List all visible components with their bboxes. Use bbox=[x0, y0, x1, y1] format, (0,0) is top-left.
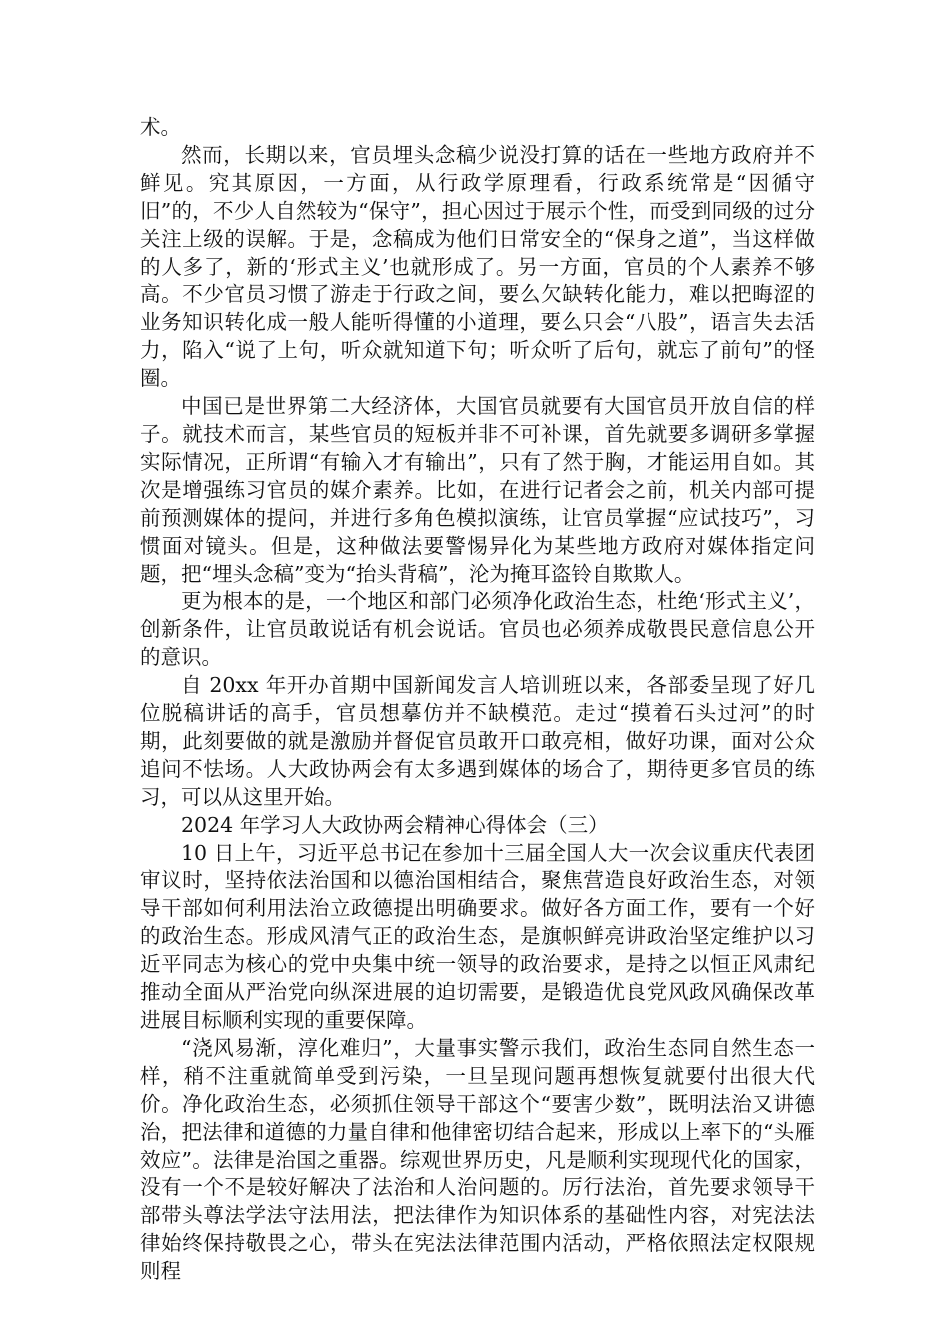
paragraph-chongqing-delegation: 10 日上午，习近平总书记在参加十三届全国人大一次会议重庆代表团审议时，坚持依法治国和以德治国相结合，聚焦营造良好政治生态，对领导干部如何利用法治立政德提出明确要求。做好各方面工作，要有一个好的政治生态。形成风清气正的政治生态，是旗帜鲜亮讲政治坚定维护以习近平同志为核心的党中央集中统一领导的政治要求，是持之以恒正风肃纪推动全面从严治党向纵深进展的迫切需要，是锻造优良党风政风确保改革进展目标顺利实现的重要保障。 bbox=[140, 840, 815, 1032]
paragraph-major-power-officials: 中国已是世界第二大经济体，大国官员就要有大国官员开放自信的样子。就技术而言，某些官员的短板并非不可补课，首先就要多调研多掌握实际情况，正所谓“有输入才有输出”，只有了然于胸，才能运用自如。其次是增强练习官员的媒介素养。比如，在进行记者会之前，机关内部可提前预测媒体的提问，并进行多角色模拟演练，让官员掌握“应试技巧”，习惯面对镜头。但是，这种做法要警惕异化为某些地方政府对媒体指定问题，把“埋头念稿”变为“抬头背稿”，沦为掩耳盗铃自欺欺人。 bbox=[140, 394, 815, 586]
paragraph-rule-of-law: “浇风易渐，淳化难归”，大量事实警示我们，政治生态同自然生态一样，稍不注重就简单受到污染，一旦呈现问题再想恢复就要付出很大代价。净化政治生态，必须抓住领导干部这个“要害少数”，既明法治又讲德治，把法律和道德的力量自律和他律密切结合起来，形成以上率下的“头雁效应”。法律是治国之重器。综观世界历史，凡是顺利实现现代化的国家，没有一个不是较好解决了法治和人治问题的。厉行法治，首先要求领导干部带头尊法学法守法用法，把法律作为知识体系的基础性内容，对宪法法律始终保持敬畏之心，带头在宪法法律范围内活动，严格依照法定权限规则程 bbox=[140, 1035, 815, 1284]
paragraph-continuation: 术。 bbox=[140, 115, 181, 139]
paragraph-officials-reading-scripts: 然而，长期以来，官员埋头念稿少说没打算的话在一些地方政府并不鲜见。究其原因，一方面，从行政学原理看，行政系统常是“因循守旧”的，不少人自然较为“保守”，担心因过于展示个性，而受到同级的过分关注上级的误解。于是，念稿成为他们日常安全的“保身之道”，当这样做的人多了，新的‘形式主义’也就形成了。另一方面，官员的个人素养不够高。不少官员习惯了游走于行政之间，要么欠缺转化能力，难以把晦涩的业务知识转化成一般人能听得懂的小道理，要么只会“八股”，语言失去活力，陷入“说了上句，听众就知道下句；听众听了后句，就忘了前句”的怪圈。 bbox=[140, 142, 815, 391]
document-page bbox=[140, 114, 815, 1286]
section-heading: 2024 年学习人大政协两会精神心得体会（三） bbox=[181, 812, 609, 837]
paragraph-spokesperson-training: 自 20xx 年开办首期中国新闻发言人培训班以来，各部委呈现了好几位脱稿讲话的高手，官员想摹仿并不缺模范。走过“摸着石头过河”的时期，此刻要做的就是激励并督促官员敢开口敢亮相，做好功课，面对公众追问不怯场。人大政协两会有太多遇到媒体的场合了，期待更多官员的练习，可以从这里开始。 bbox=[140, 673, 815, 809]
paragraph-political-ecology: 更为根本的是，一个地区和部门必须净化政治生态，杜绝‘形式主义’，创新条件，让官员敢说话有机会说话。官员也必须养成敬畏民意信息公开的意识。 bbox=[140, 589, 815, 670]
